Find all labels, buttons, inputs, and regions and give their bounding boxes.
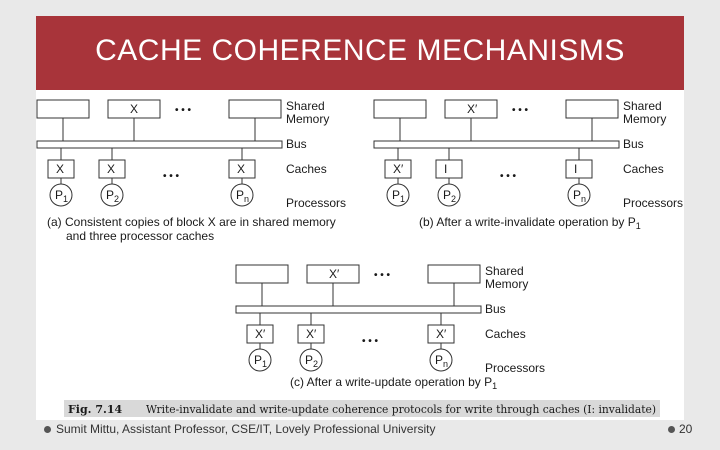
panel-a-processor-2-label: $P_2$ [106, 188, 120, 204]
panel-c-memory-block-1 [236, 265, 288, 283]
panel-b-caption: (b) After a write-invalidate operation by $P_1$ [419, 215, 641, 231]
panel-c-memory-label: Memory [485, 277, 529, 291]
panel-b-cache-label-1: X′ [393, 162, 404, 176]
page-number [668, 422, 692, 436]
panel-c-shared-label: Shared [485, 264, 524, 278]
panel-a-cache-label-1: X [56, 162, 65, 176]
panel-a-processor-1-label: $P_1$ [55, 188, 69, 204]
panel-b-memory-block-1 [374, 100, 426, 118]
panel-c-memory-block-3 [428, 265, 480, 283]
panel-b-bus-label: Bus [623, 137, 644, 151]
panel-a-bus [37, 141, 282, 148]
panel-a-cache-label-2: X [107, 162, 116, 176]
panel-a-caches-label: Caches [286, 162, 327, 176]
panel-a-processors-label: Processors [286, 196, 347, 210]
panel-b-cache-ellipsis: • • • [500, 171, 517, 182]
panel-b-caches-label: Caches [623, 162, 664, 176]
footer [44, 422, 435, 436]
title-bar [36, 16, 684, 90]
panel-b-processor-1-label: $P_1$ [392, 188, 406, 204]
panel-a-cache-ellipsis: • • • [163, 171, 180, 182]
panel-a-memory-block-label: X [130, 102, 139, 116]
panel-c-bus-label: Bus [485, 302, 506, 316]
panel-b-memory-ellipsis: • • • [512, 105, 529, 116]
panel-a-memory-ellipsis: • • • [175, 105, 192, 116]
panel-a-processor-3-label: $P_n$ [236, 188, 250, 204]
panel-a-memory-label: Memory [286, 112, 330, 126]
panel-b-cache-label-3: I [574, 162, 578, 176]
panel-b-memory-block-label: X′ [467, 102, 478, 116]
panel-c-caption: (c) After a write-update operation by $P_1$ [290, 375, 498, 391]
panel-b-shared-label: Shared [623, 99, 662, 113]
coherence-diagram [36, 90, 684, 420]
panel-c-processor-1-label: $P_1$ [254, 353, 268, 369]
panel-a-caption-line2: and three processor caches [66, 229, 215, 243]
panel-c-cache-label-2: X′ [306, 327, 317, 341]
panel-b-processor-2-label: $P_2$ [443, 188, 457, 204]
panel-c-bus [236, 306, 481, 313]
panel-b-cache-3 [566, 160, 592, 178]
panel-c-memory-ellipsis: • • • [374, 270, 391, 281]
panel-b-processors-label: Processors [623, 196, 684, 210]
panel-c-cache-ellipsis: • • • [362, 336, 379, 347]
figure-caption-text: Write-invalidate and write-update coherence protocols for write through caches (I: invalidate) [146, 403, 656, 416]
panel-c-processor-2-label: $P_2$ [305, 353, 319, 369]
panel-a-cache-label-3: X [237, 162, 246, 176]
page-number-text: 20 [679, 422, 693, 436]
panel-b-memory-label: Memory [623, 112, 667, 126]
panel-a-caption-line1: (a) Consistent copies of block X are in shared memory [47, 215, 336, 229]
bullet-icon [44, 426, 51, 433]
panel-a-memory-block-3 [229, 100, 281, 118]
panel-c-processors-label: Processors [485, 361, 546, 375]
footer-text: Sumit Mittu, Assistant Professor, CSE/IT, Lovely Professional University [56, 422, 436, 436]
panel-b-bus [374, 141, 619, 148]
panel-a-shared-label: Shared [286, 99, 325, 113]
panel-b-cache-label-2: I [444, 162, 448, 176]
panel-b-memory-block-3 [566, 100, 618, 118]
figure-area [36, 90, 684, 420]
panel-c-memory-block-label: X′ [329, 267, 340, 281]
figure-label: Fig. 7.14 [68, 403, 123, 416]
panel-c-cache-label-3: X′ [436, 327, 447, 341]
panel-c-caches-label: Caches [485, 327, 526, 341]
panel-a-bus-label: Bus [286, 137, 307, 151]
panel-b-cache-2 [436, 160, 462, 178]
bullet-icon [668, 426, 675, 433]
panel-a-memory-block-1 [37, 100, 89, 118]
slide-title: CACHE COHERENCE MECHANISMS [95, 34, 625, 67]
panel-c-processor-3-label: $P_n$ [435, 353, 449, 369]
panel-c-cache-label-1: X′ [255, 327, 266, 341]
panel-b-processor-3-label: $P_n$ [573, 188, 587, 204]
